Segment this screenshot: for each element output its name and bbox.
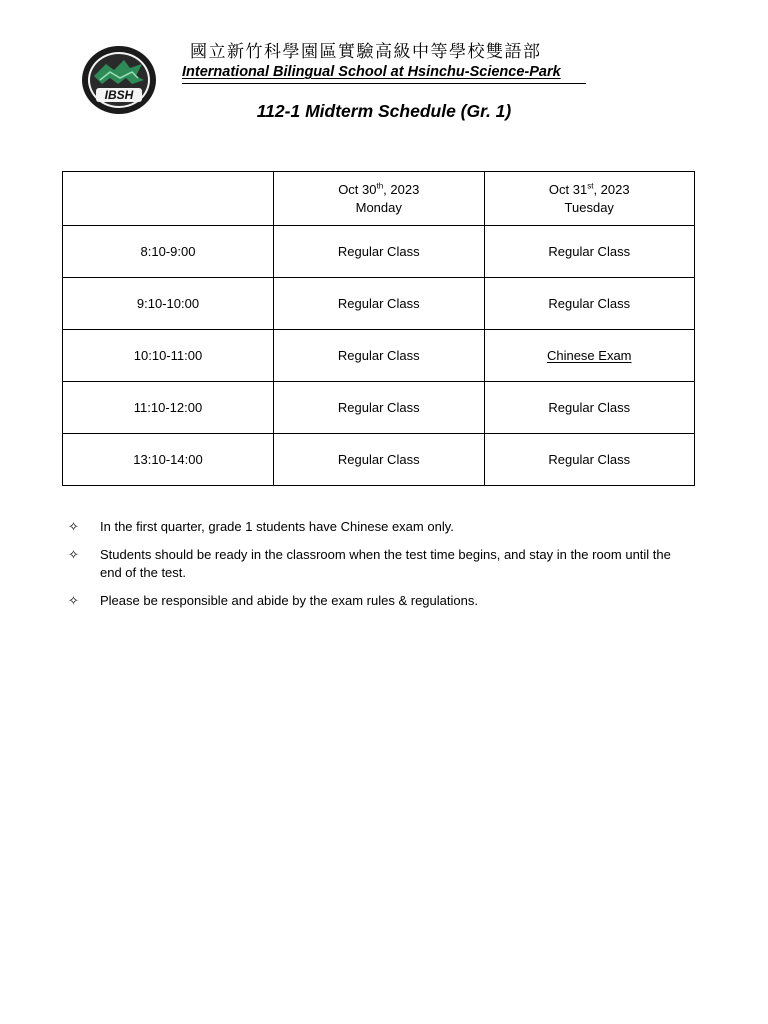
logo-text: IBSH xyxy=(104,88,134,102)
notes-list xyxy=(68,518,688,620)
table-row xyxy=(63,382,695,434)
weekday-label: Tuesday xyxy=(564,199,614,215)
date-suffix: th xyxy=(376,181,384,191)
schedule-cell: Regular Class xyxy=(484,382,695,434)
note-text: In the first quarter, grade 1 students have Chinese exam only. xyxy=(100,519,454,534)
schedule-cell: Regular Class xyxy=(274,330,485,382)
time-slot-cell: 9:10-10:00 xyxy=(63,278,274,330)
date-label: Oct 31 xyxy=(548,181,588,197)
table-row xyxy=(63,278,695,330)
schedule-cell: Regular Class xyxy=(484,226,695,278)
schedule-cell: Regular Class xyxy=(484,434,695,486)
time-slot-cell: 13:10-14:00 xyxy=(63,434,274,486)
note-text: Please be responsible and abide by the exam rules & regulations. xyxy=(100,593,478,608)
list-item xyxy=(68,546,688,582)
exam-label: Chinese Exam xyxy=(546,348,632,363)
header-blank-cell xyxy=(63,172,274,226)
note-text: Students should be ready in the classroom when the test time begins, and stay in the room until the end of the test. xyxy=(100,547,671,580)
table-row xyxy=(63,330,695,382)
header-date-monday xyxy=(274,172,485,226)
diamond-bullet-icon: ✧ xyxy=(68,519,79,534)
weekday-label: Monday xyxy=(355,199,402,215)
table-row xyxy=(63,434,695,486)
date-suffix: st xyxy=(587,181,594,191)
school-name-english: International Bilingual School at Hsinchu-Science-Park xyxy=(182,64,592,80)
schedule-cell: Regular Class xyxy=(484,278,695,330)
table-header-row xyxy=(63,172,695,226)
time-slot-cell: 8:10-9:00 xyxy=(63,226,274,278)
school-name-chinese: 國立新竹科學園區實驗高級中等學校雙語部 xyxy=(190,42,542,62)
time-slot-cell: 11:10-12:00 xyxy=(63,382,274,434)
diamond-bullet-icon: ✧ xyxy=(68,547,79,562)
schedule-table xyxy=(62,171,695,486)
schedule-cell: Regular Class xyxy=(274,434,485,486)
date-label: Oct 30 xyxy=(338,181,377,197)
schedule-cell: Regular Class xyxy=(274,382,485,434)
schedule-cell: Regular Class xyxy=(274,278,485,330)
header-date-tuesday xyxy=(484,172,695,226)
table-row xyxy=(63,226,695,278)
time-slot-cell: 10:10-11:00 xyxy=(63,330,274,382)
list-item xyxy=(68,518,688,536)
date-year: , 2023 xyxy=(593,181,630,197)
date-year: , 2023 xyxy=(383,181,420,197)
schedule-cell-exam xyxy=(484,330,695,382)
schedule-cell: Regular Class xyxy=(274,226,485,278)
page-title: 112-1 Midterm Schedule (Gr. 1) xyxy=(256,101,512,121)
diamond-bullet-icon: ✧ xyxy=(68,593,79,608)
list-item xyxy=(68,592,688,610)
